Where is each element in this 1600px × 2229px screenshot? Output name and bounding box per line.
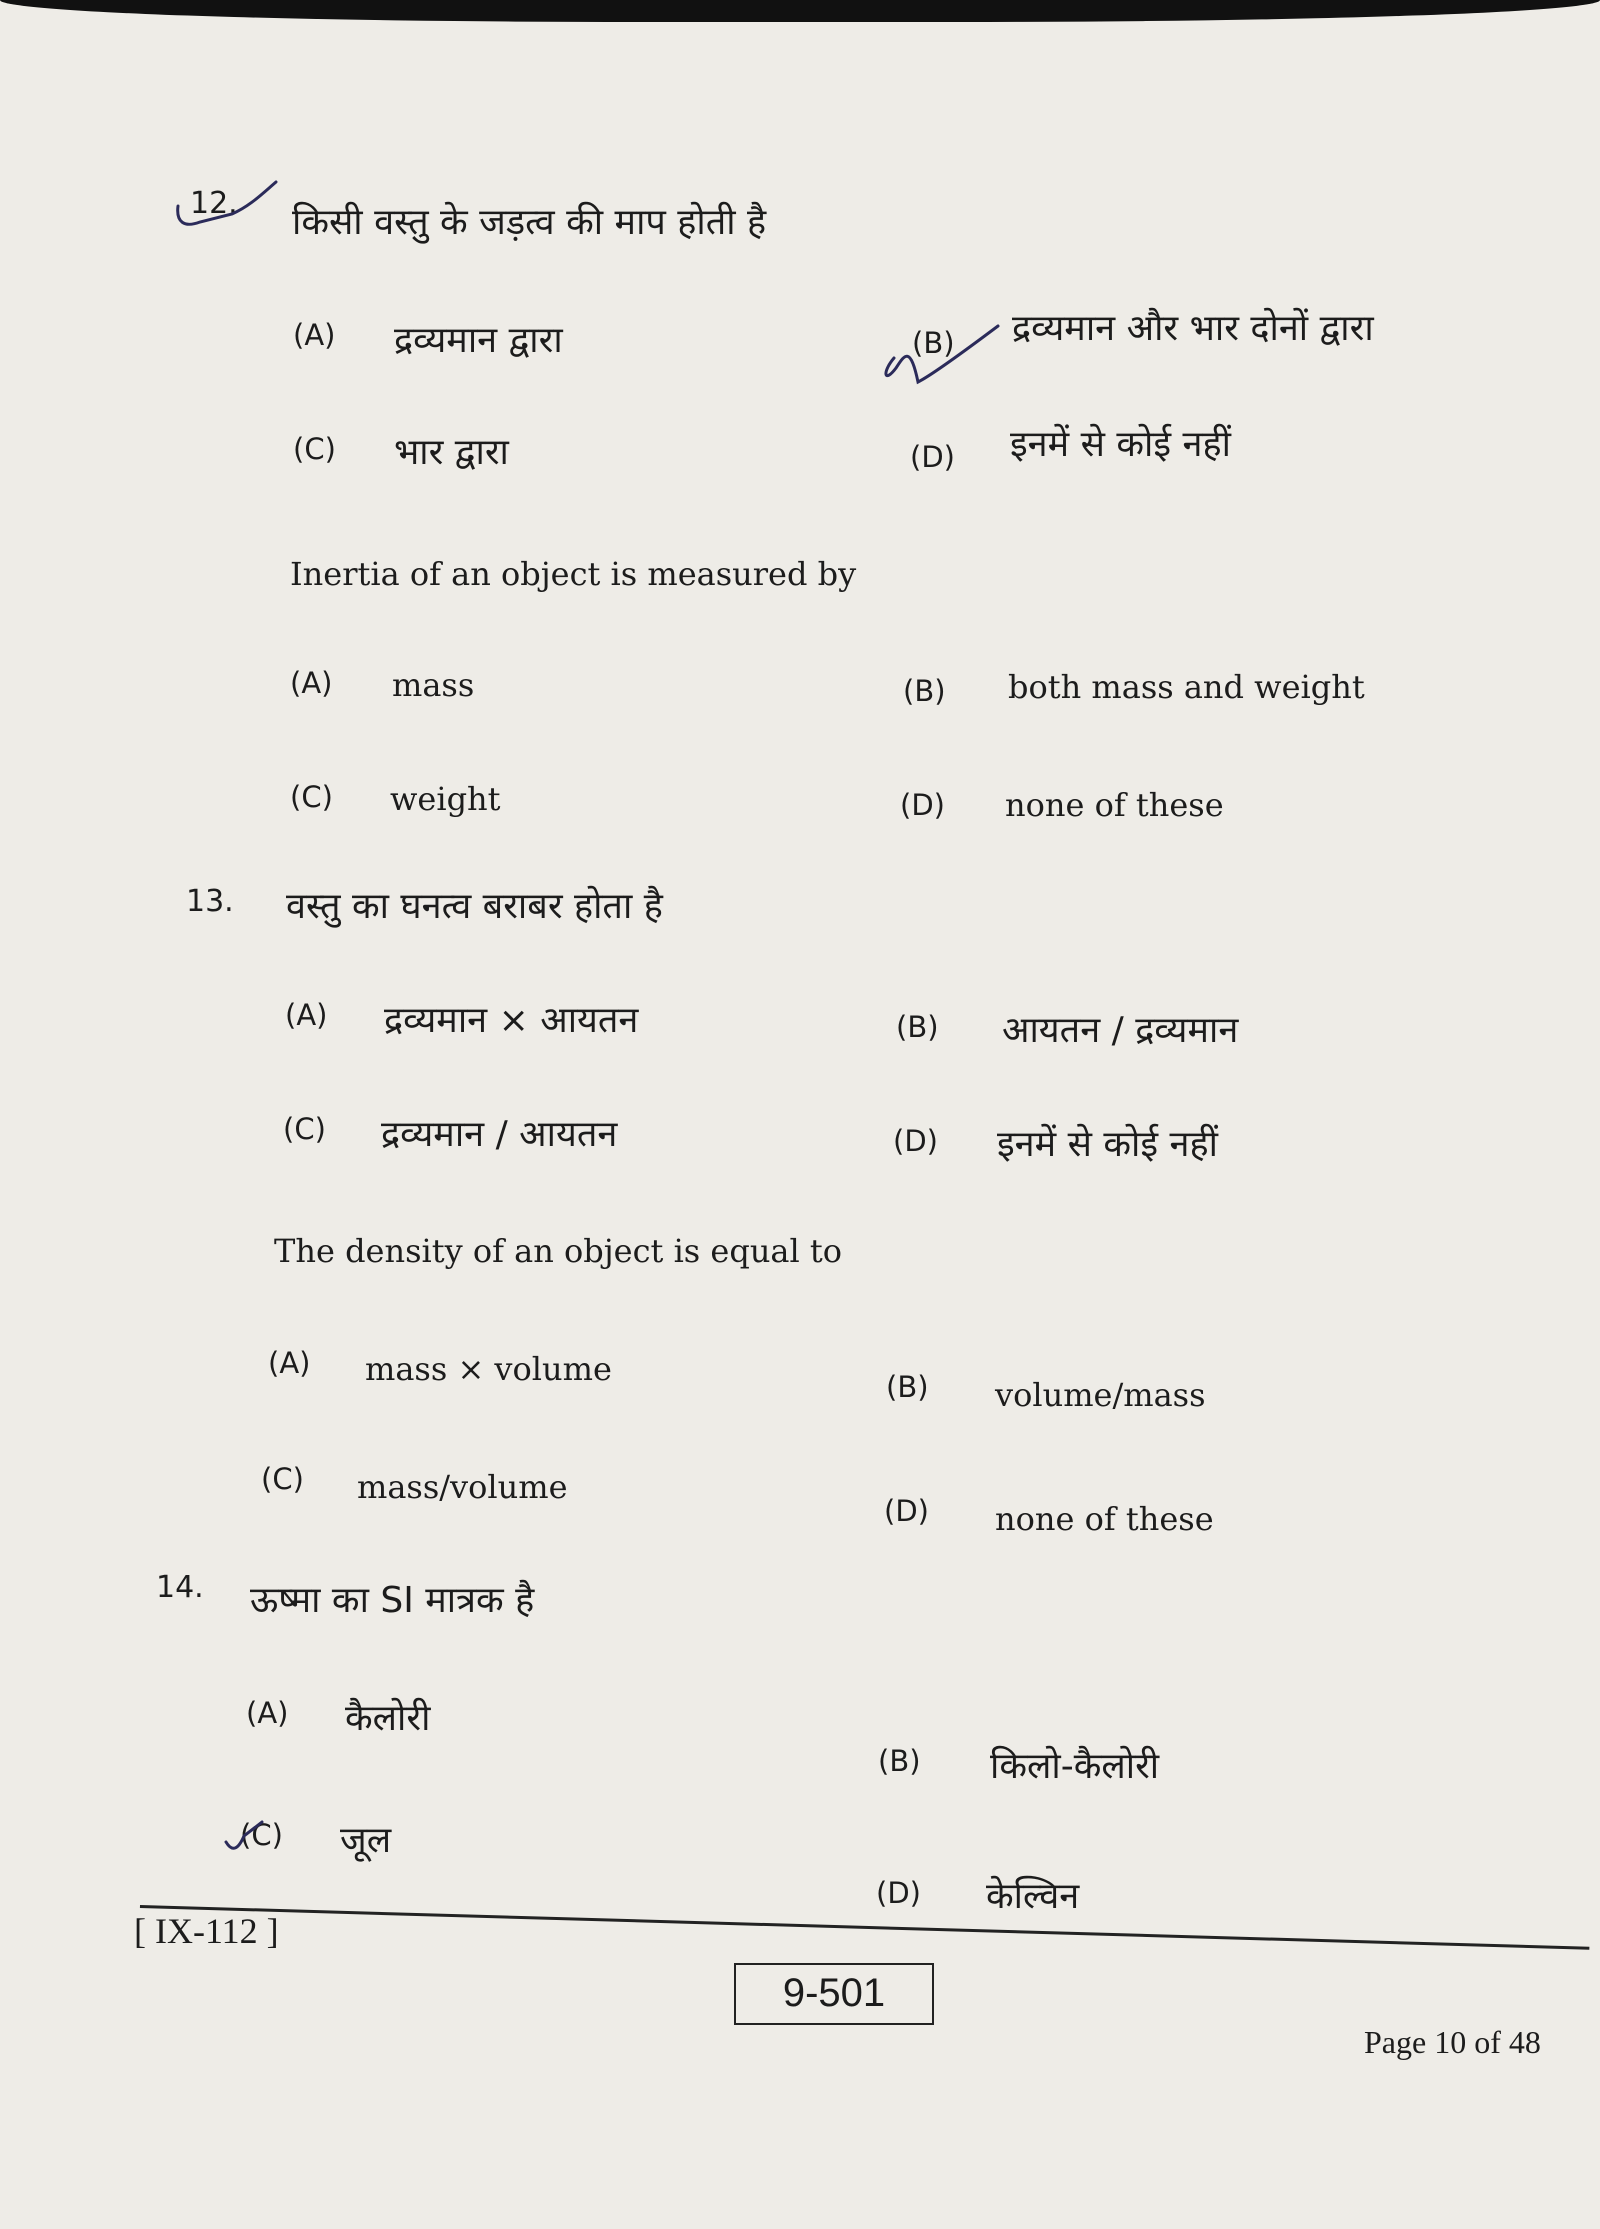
q13-hi-label-c: (C) xyxy=(283,1112,326,1146)
q12-hi-option-a: द्रव्यमान द्वारा xyxy=(394,320,563,361)
q14-hi-option-a: कैलोरी xyxy=(345,1698,431,1739)
q13-en-option-d: none of these xyxy=(995,1500,1214,1538)
q13-hi-option-b: आयतन / द्रव्यमान xyxy=(1002,1010,1239,1051)
q14-hi-label-c: (C) xyxy=(240,1818,283,1852)
q12-en-option-d: none of these xyxy=(1005,786,1224,824)
q13-en-label-b: (B) xyxy=(886,1370,929,1404)
q12-en-label-d: (D) xyxy=(900,788,945,822)
q12-hi-option-d: इनमें से कोई नहीं xyxy=(1010,424,1231,465)
q14-hi-option-b: किलो-कैलोरी xyxy=(990,1746,1160,1787)
question-14-number: 14. xyxy=(156,1570,204,1605)
q12-en-option-b: both mass and weight xyxy=(1008,668,1365,706)
q12-hi-label-d: (D) xyxy=(910,440,955,474)
question-13-hindi: वस्तु का घनत्व बराबर होता है xyxy=(286,886,663,927)
q14-hi-label-a: (A) xyxy=(246,1696,289,1730)
q13-en-label-d: (D) xyxy=(884,1494,929,1528)
q12-en-label-c: (C) xyxy=(290,780,333,814)
question-12-number: 12. xyxy=(190,186,238,221)
q12-en-option-a: mass xyxy=(392,666,475,704)
question-13-number: 13. xyxy=(186,884,234,919)
q12-hi-label-c: (C) xyxy=(293,432,336,466)
q13-en-option-a: mass × volume xyxy=(365,1350,612,1388)
q12-hi-option-c: भार द्वारा xyxy=(394,432,509,473)
q13-hi-label-b: (B) xyxy=(896,1010,939,1044)
q14-hi-option-d: केल्विन xyxy=(986,1876,1080,1917)
question-14-hindi: ऊष्मा का SI मात्रक है xyxy=(250,1580,535,1621)
q12-en-label-b: (B) xyxy=(903,674,946,708)
q12-answer-tick-mark xyxy=(886,326,998,382)
q12-en-option-c: weight xyxy=(390,780,501,818)
question-12-hindi: किसी वस्तु के जड़त्व की माप होती है xyxy=(292,202,767,243)
q13-hi-label-a: (A) xyxy=(285,998,328,1032)
q13-en-label-a: (A) xyxy=(268,1346,311,1380)
q12-number-underline-mark xyxy=(178,182,276,224)
question-12-english: Inertia of an object is measured by xyxy=(290,555,857,593)
paper-code-box: 9-501 xyxy=(734,1963,934,2025)
q12-hi-label-b: (B) xyxy=(912,326,955,360)
class-code: [ IX-112 ] xyxy=(134,1911,279,1951)
q14-hi-label-d: (D) xyxy=(876,1876,921,1910)
question-13-english: The density of an object is equal to xyxy=(274,1232,843,1270)
q13-hi-option-c: द्रव्यमान / आयतन xyxy=(381,1114,618,1155)
q13-hi-option-a: द्रव्यमान × आयतन xyxy=(384,1000,639,1041)
q13-en-option-b: volume/mass xyxy=(995,1376,1206,1414)
q13-en-label-c: (C) xyxy=(261,1462,304,1496)
q12-hi-label-a: (A) xyxy=(293,318,336,352)
page-number: Page 10 of 48 xyxy=(1364,2024,1541,2060)
q12-hi-option-b: द्रव्यमान और भार दोनों द्वारा xyxy=(1012,308,1374,349)
q14-hi-label-b: (B) xyxy=(878,1744,921,1778)
q13-hi-option-d: इनमें से कोई नहीं xyxy=(997,1124,1218,1165)
q13-hi-label-d: (D) xyxy=(893,1124,938,1158)
q14-hi-option-c: जूल xyxy=(340,1820,392,1861)
q12-en-label-a: (A) xyxy=(290,666,333,700)
q14-answer-tick-mark xyxy=(226,1822,262,1848)
q13-en-option-c: mass/volume xyxy=(357,1468,568,1506)
